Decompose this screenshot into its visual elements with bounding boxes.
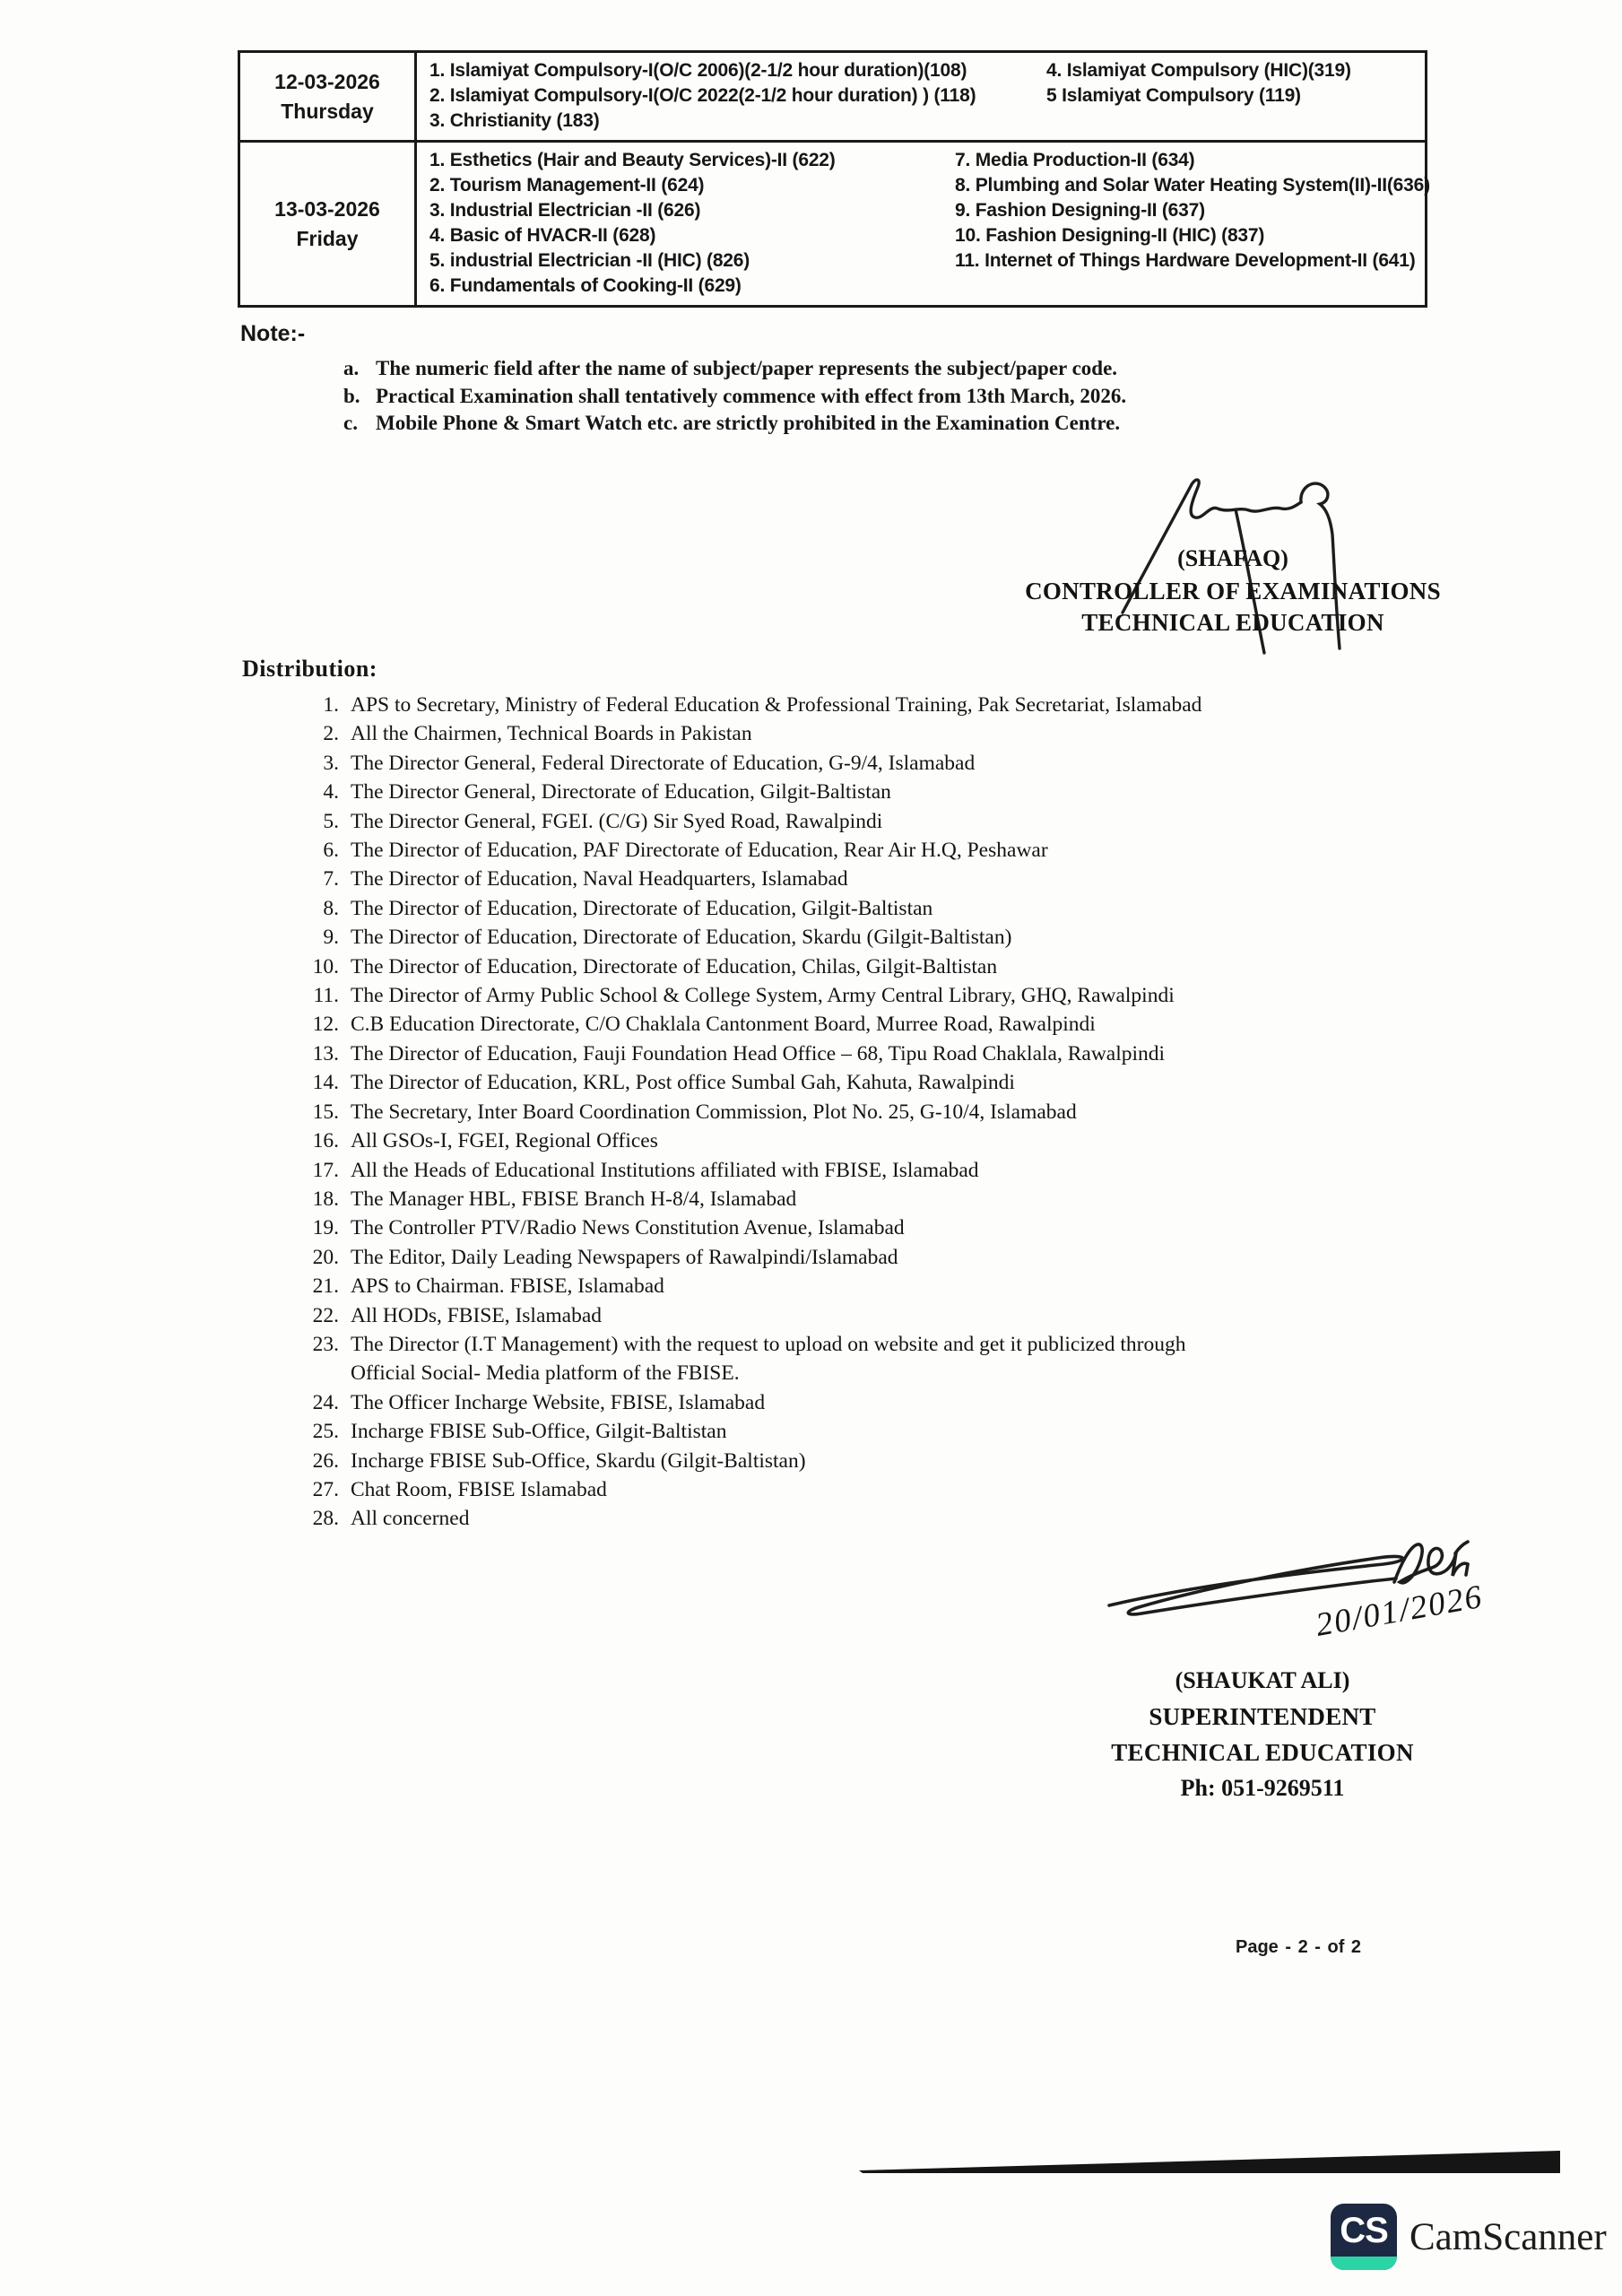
subject-line: 6. Fundamentals of Cooking-II (629) — [429, 275, 742, 296]
day-text: Thursday — [281, 99, 374, 123]
distribution-item-text: The Director of Army Public School & College System, Army Central Library, GHQ, Rawalpindi — [351, 984, 1175, 1008]
date-text: 12-03-2026 — [274, 69, 380, 93]
distribution-item-text: Incharge FBISE Sub-Office, Gilgit-Baltistan — [351, 1420, 727, 1444]
distribution-item-number: 23. — [312, 1332, 339, 1356]
subjects-column-right — [955, 148, 1430, 299]
distribution-item-number: 13. — [312, 1041, 339, 1065]
distribution-item-text: The Director of Education, Naval Headquarters, Islamabad — [351, 867, 848, 891]
note-item-text: The numeric field after the name of subject/paper represents the subject/paper code. — [376, 357, 1118, 379]
distribution-item-number: 7. — [323, 867, 339, 891]
distribution-item-number: 6. — [323, 839, 339, 863]
distribution-item-text: The Director of Education, KRL, Post office Sumbal Gah, Kahuta, Rawalpindi — [351, 1071, 1015, 1095]
distribution-item — [294, 807, 1473, 836]
distribution-item-text: The Controller PTV/Radio News Constitution Avenue, Islamabad — [351, 1216, 905, 1240]
distribution-item-number: 15. — [312, 1100, 339, 1124]
distribution-item-number: 3. — [323, 751, 339, 775]
distribution-item — [294, 894, 1473, 923]
note-item-label: c. — [343, 412, 358, 434]
distribution-item-number: 27. — [312, 1477, 339, 1501]
distribution-item — [294, 691, 1473, 719]
note-item-text: Practical Examination shall tentatively commence with effect from 13th March, 2026. — [376, 384, 1127, 407]
distribution-item — [294, 1504, 1473, 1533]
distribution-item — [294, 1126, 1473, 1155]
distribution-item-number: 18. — [312, 1187, 339, 1211]
exam-schedule-table — [238, 50, 1430, 308]
superintendent-title: SUPERINTENDENT — [1149, 1703, 1376, 1730]
distribution-item-number: 12. — [312, 1013, 339, 1037]
subjects-column-left — [429, 148, 955, 299]
superintendent-signature-block — [1029, 1663, 1496, 1806]
subject-line: 5. industrial Electrician -II (HIC) (826) — [429, 250, 750, 271]
subject-line: 5 Islamiyat Compulsory (119) — [1046, 85, 1301, 106]
distribution-item-text: APS to Secretary, Ministry of Federal Education & Professional Training, Pak Secretariat, Islamabad — [351, 693, 1202, 717]
subject-line: 10. Fashion Designing-II (HIC) (837) — [955, 225, 1265, 246]
subject-line: 8. Plumbing and Solar Water Heating System(II)-II(636) — [955, 175, 1430, 196]
distribution-item-text: The Director of Education, PAF Directorate of Education, Rear Air H.Q, Peshawar — [351, 839, 1048, 863]
distribution-item-text: Chat Room, FBISE Islamabad — [351, 1477, 607, 1501]
subject-line: 4. Basic of HVACR-II (628) — [429, 225, 656, 246]
distribution-item — [294, 719, 1473, 748]
distribution-item-number: 10. — [312, 954, 339, 978]
schedule-row — [240, 140, 1430, 305]
camscanner-wordmark: CamScanner — [1409, 2215, 1607, 2258]
distribution-item — [294, 1388, 1473, 1417]
camscanner-teal-strip — [1331, 2257, 1397, 2270]
controller-title: CONTROLLER OF EXAMINATIONS — [1025, 578, 1441, 604]
note-list — [343, 355, 1366, 438]
distribution-item-number: 14. — [312, 1071, 339, 1095]
date-text: 13-03-2026 — [274, 196, 380, 221]
distribution-item-number: 26. — [312, 1448, 339, 1473]
distribution-item — [294, 1098, 1473, 1126]
distribution-item — [294, 1417, 1473, 1446]
subjects-column-left — [429, 58, 1046, 134]
subjects-column-right — [1046, 58, 1418, 134]
camscanner-badge-text: CS — [1340, 2210, 1388, 2250]
subject-line: 1. Esthetics (Hair and Beauty Services)-II (622) — [429, 150, 836, 170]
distribution-item-text: The Director General, FGEI. (C/G) Sir Syed Road, Rawalpindi — [351, 809, 883, 833]
distribution-item-text: C.B Education Directorate, C/O Chaklala Cantonment Board, Murree Road, Rawalpindi — [351, 1013, 1096, 1037]
distribution-item-number: 9. — [323, 926, 339, 950]
distribution-item-text: The Director of Education, Directorate of Education, Skardu (Gilgit-Baltistan) — [351, 926, 1012, 950]
distribution-item-number: 11. — [313, 984, 339, 1008]
note-item-label: b. — [343, 384, 360, 407]
distribution-item-text: The Director of Education, Directorate of Education, Gilgit-Baltistan — [351, 896, 933, 920]
distribution-item — [294, 749, 1473, 778]
distribution-item-number: 16. — [312, 1129, 339, 1153]
distribution-list — [294, 691, 1473, 1534]
subject-line: 9. Fashion Designing-II (637) — [955, 200, 1205, 221]
handwritten-date: 20/01/2026 — [1313, 1578, 1487, 1644]
distribution-item-number: 25. — [312, 1420, 339, 1444]
note-item — [343, 383, 1366, 411]
controller-dept: TECHNICAL EDUCATION — [1081, 609, 1384, 636]
distribution-item — [294, 865, 1473, 893]
superintendent-signature-scribble — [1098, 1535, 1529, 1679]
subject-line: 4. Islamiyat Compulsory (HIC)(319) — [1046, 60, 1351, 81]
distribution-item — [294, 1039, 1473, 1068]
superintendent-name: (SHAUKAT ALI) — [1175, 1667, 1350, 1693]
distribution-item-number: 2. — [323, 722, 339, 746]
distribution-item-text: The Editor, Daily Leading Newspapers of Rawalpindi/Islamabad — [351, 1245, 898, 1269]
controller-name: (SHAFAQ) — [1177, 545, 1288, 571]
distribution-item-text: The Director of Education, Directorate of Education, Chilas, Gilgit-Baltistan — [351, 954, 998, 978]
distribution-item-text: Incharge FBISE Sub-Office, Skardu (Gilgit-Baltistan) — [351, 1448, 806, 1473]
distribution-item — [294, 1010, 1473, 1039]
distribution-item — [294, 1156, 1473, 1185]
distribution-item-number: 1. — [323, 693, 339, 717]
subjects-cell — [417, 143, 1437, 305]
page-number-label: Page - 2 - of 2 — [1236, 1937, 1362, 1957]
distribution-item-number: 21. — [312, 1274, 339, 1299]
day-text: Friday — [296, 226, 359, 250]
distribution-item-text: APS to Chairman. FBISE, Islamabad — [351, 1274, 664, 1299]
subject-line: 2. Tourism Management-II (624) — [429, 175, 705, 196]
controller-signature-block — [964, 542, 1502, 639]
subject-line: 7. Media Production-II (634) — [955, 150, 1195, 170]
distribution-item-text: All GSOs-I, FGEI, Regional Offices — [351, 1129, 658, 1153]
distribution-item-text: All the Chairmen, Technical Boards in Pakistan — [351, 722, 752, 746]
superintendent-dept: TECHNICAL EDUCATION — [1111, 1739, 1414, 1766]
subject-line: 11. Internet of Things Hardware Development-II (641) — [955, 250, 1416, 271]
distribution-item-number: 20. — [312, 1245, 339, 1269]
distribution-item-text: The Director of Education, Fauji Foundation Head Office – 68, Tipu Road Chaklala, Rawalpindi — [351, 1041, 1166, 1065]
distribution-item — [294, 952, 1473, 981]
distribution-item-text: All the Heads of Educational Institutions affiliated with FBISE, Islamabad — [351, 1158, 979, 1182]
distribution-item-number: 4. — [323, 780, 339, 804]
distribution-item-text: All concerned — [351, 1507, 470, 1531]
subject-line: 3. Industrial Electrician -II (626) — [429, 200, 701, 221]
distribution-item-number: 22. — [312, 1303, 339, 1327]
distribution-item — [294, 1185, 1473, 1213]
distribution-heading: Distribution: — [242, 656, 377, 682]
distribution-item — [294, 1213, 1473, 1242]
schedule-row — [240, 53, 1425, 140]
distribution-item-text: The Manager HBL, FBISE Branch H-8/4, Islamabad — [351, 1187, 797, 1211]
distribution-item — [294, 1272, 1473, 1300]
distribution-item — [294, 1447, 1473, 1475]
distribution-item-number: 19. — [312, 1216, 339, 1240]
date-cell — [240, 53, 417, 140]
subjects-cell — [417, 53, 1425, 140]
note-item-text: Mobile Phone & Smart Watch etc. are strictly prohibited in the Examination Centre. — [376, 412, 1121, 434]
scan-artifact-bar — [859, 2149, 1567, 2179]
camscanner-logo-icon — [1331, 2204, 1397, 2270]
distribution-item — [294, 1068, 1473, 1097]
note-item — [343, 410, 1366, 438]
distribution-item-number: 5. — [323, 809, 339, 833]
distribution-item-number: 17. — [312, 1158, 339, 1182]
distribution-item — [294, 1301, 1473, 1330]
superintendent-phone: Ph: 051-9269511 — [1180, 1775, 1345, 1801]
distribution-item-text: The Director General, Federal Directorate of Education, G-9/4, Islamabad — [351, 751, 976, 775]
distribution-item — [294, 981, 1473, 1010]
subject-line: 3. Christianity (183) — [429, 110, 600, 131]
distribution-item — [294, 1243, 1473, 1272]
distribution-item-text: The Officer Incharge Website, FBISE, Islamabad — [351, 1390, 766, 1414]
note-item-label: a. — [343, 357, 360, 379]
note-item — [343, 355, 1366, 383]
subject-line: 2. Islamiyat Compulsory-I(O/C 2022(2-1/2 hour duration) ) (118) — [429, 85, 976, 106]
distribution-item — [294, 778, 1473, 806]
distribution-item-text: All HODs, FBISE, Islamabad — [351, 1303, 603, 1327]
distribution-item — [294, 1330, 1473, 1388]
distribution-item — [294, 836, 1473, 865]
distribution-item-text: The Director (I.T Management) with the request to upload on website and get it publicized through Official Social- Media platform of the FBISE. — [351, 1332, 1186, 1386]
distribution-item-text: The Secretary, Inter Board Coordination Commission, Plot No. 25, G-10/4, Islamabad — [351, 1100, 1077, 1124]
note-heading: Note:- — [240, 321, 306, 346]
camscanner-watermark — [1331, 2204, 1607, 2270]
distribution-item — [294, 923, 1473, 952]
distribution-item-text: The Director General, Directorate of Education, Gilgit-Baltistan — [351, 780, 891, 804]
distribution-item-number: 28. — [312, 1507, 339, 1531]
distribution-item-number: 8. — [323, 896, 339, 920]
distribution-item — [294, 1475, 1473, 1504]
date-cell — [240, 143, 417, 305]
distribution-item-number: 24. — [312, 1390, 339, 1414]
subject-line: 1. Islamiyat Compulsory-I(O/C 2006)(2-1/2 hour duration)(108) — [429, 60, 967, 81]
